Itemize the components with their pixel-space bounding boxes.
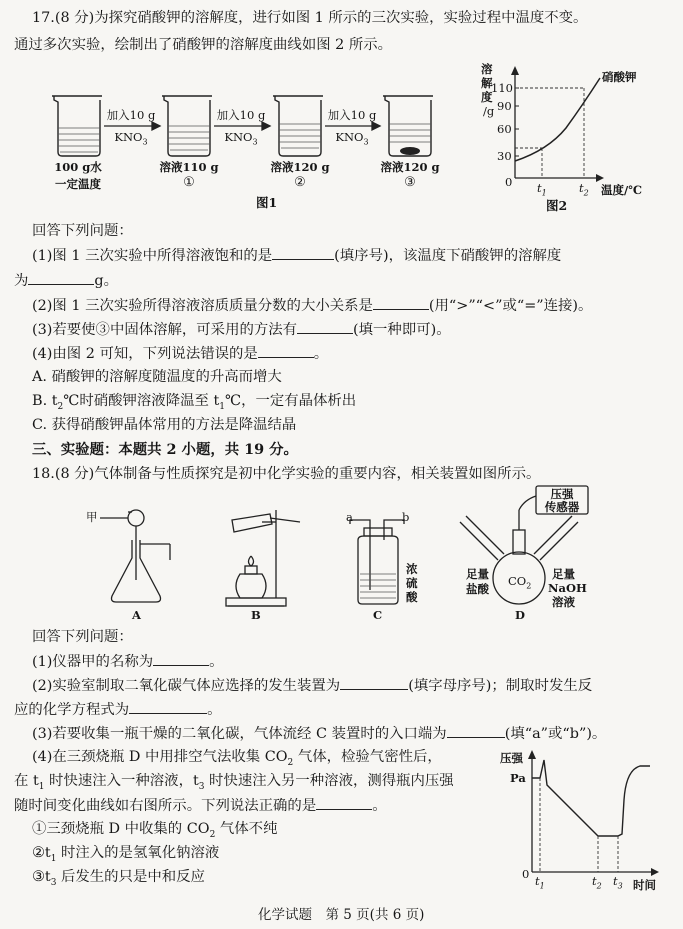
graph-pa: Pa [510, 771, 526, 785]
q18-line1: 18.(8 分)气体制备与性质探究是初中化学实验的重要内容，相关装置如图所示。 [32, 466, 541, 482]
beaker2-number: ② [294, 175, 306, 190]
q18-part2: (2)实验室制取二氧化碳气体应选择的发生装置为 (填字母序号)；制取时发生反 [32, 678, 593, 694]
q18-part3: (3)若要收集一瓶干燥的二氧化碳，气体流经 C 装置时的入口端为 (填“a”或“b”)。 [32, 726, 607, 742]
beaker3-number: ③ [404, 175, 416, 190]
q18-option-3: $③t_3$ 后发生的只是中和反应 [32, 869, 205, 888]
label-jia: 甲 [86, 510, 98, 524]
label-sensor-2: 传感器 [544, 500, 580, 514]
fig1-add-3: 加入10 g [327, 108, 377, 122]
label-naoh-3: 溶液 [552, 595, 575, 609]
label-B: B [251, 608, 261, 622]
fig1-kno3-1: $KNO_3$ [114, 130, 148, 147]
graph-origin: 0 [522, 867, 530, 881]
graph-t1: $t_1$ [535, 874, 545, 891]
label-hcl-1: 足量 [466, 567, 489, 581]
fig1-add-2: 加入10 g [216, 108, 266, 122]
q18-part4-line3: 随时间变化曲线如右图所示。下列说法正确的是 。 [14, 798, 387, 814]
beaker0-label: 100 g水 [54, 160, 102, 174]
label-acid-1: 浓 [406, 562, 418, 576]
q17-option-b: B. $t_2℃$时硝酸钾溶液降温至 $t_1℃$，一定有晶体析出 [32, 393, 357, 412]
q17-part4: (4)由图 2 可知，下列说法错误的是 。 [32, 346, 329, 362]
label-b-port: b [402, 510, 410, 524]
graph-ylabel: 压强 [500, 751, 523, 765]
fig2-tick-90: 90 [497, 99, 512, 113]
q18-prompt: 回答下列问题： [32, 629, 133, 645]
fig2-t1: $t_1$ [537, 181, 547, 198]
fig2-tick-30: 30 [497, 149, 512, 163]
beaker0-temp: 一定温度 [55, 177, 101, 191]
q17-part1: (1)图 1 三次实验中所得溶液饱和的是 (填序号)，该温度下硝酸钾的溶解度 [32, 248, 562, 264]
q18-part1: (1)仪器甲的名称为 。 [32, 654, 224, 670]
fig2-ylabel-2: 解 [481, 76, 493, 90]
q17-option-a: A. 硝酸钾的溶解度随温度的升高而增大 [32, 369, 282, 385]
fig2-tick-110: 110 [491, 81, 513, 95]
fig1-add-1: 加入10 g [106, 108, 156, 122]
q17-part1-cont: 为 g。 [14, 273, 119, 289]
q18-part4: (4)在三颈烧瓶 D 中用排空气法收集 $CO_2$ 气体，检验气密性后， [32, 749, 442, 768]
page-footer: 化学试题 第 5 页(共 6 页) [258, 907, 425, 923]
q17-part2: (2)图 1 三次实验所得溶液溶质质量分数的大小关系是 (用“>”“<”或“=”连接)。 [32, 298, 593, 314]
graph-t2: $t_2$ [592, 874, 602, 891]
beaker2-label: 溶液120 g [270, 160, 330, 174]
q17-part3: (3)若要使③中固体溶解，可采用的方法有 (填一种即可)。 [32, 322, 451, 338]
fig2-tick-60: 60 [497, 122, 512, 136]
label-acid-3: 酸 [406, 590, 418, 604]
fig1-kno3-2: $KNO_3$ [224, 130, 258, 147]
label-acid-2: 硫 [406, 576, 418, 590]
q18-part4-line2: 在 $t_1$ 时快速注入一种溶液，$t_3$ 时快速注入另一种溶液，测得瓶内压强 [14, 773, 454, 792]
fig2-t2: $t_2$ [579, 181, 589, 198]
graph-xlabel: 时间 [633, 878, 656, 892]
beaker1-number: ① [183, 175, 195, 190]
fig2-caption: 图2 [546, 198, 568, 213]
q17-prompt: 回答下列问题： [32, 223, 133, 239]
fig2-xlabel: 温度/℃ [601, 183, 642, 197]
fig2-ylabel-1: 溶 [481, 62, 493, 76]
fig2-curve-label: 硝酸钾 [602, 70, 637, 84]
label-hcl-2: 盐酸 [466, 582, 489, 596]
fig2-ylabel-4: /g [483, 104, 495, 118]
q18-part2-cont: 应的化学方程式为 。 [14, 702, 222, 718]
fig1-caption: 图1 [256, 195, 278, 210]
q17-option-c: C. 获得硝酸钾晶体常用的方法是降温结晶 [32, 417, 297, 433]
fig2-origin: 0 [505, 175, 513, 189]
beaker1-label: 溶液110 g [159, 160, 219, 174]
q17-line1: 17.(8 分)为探究硝酸钾的溶解度，进行如图 1 所示的三次实验，实验过程中温度不变。 [32, 10, 588, 26]
label-naoh-2: NaOH [548, 581, 587, 595]
label-sensor-1: 压强 [550, 487, 574, 501]
graph-t3: $t_3$ [613, 874, 623, 891]
fig1-kno3-3: $KNO_3$ [335, 130, 369, 147]
label-C: C [373, 608, 383, 622]
label-a-port: a [346, 510, 353, 524]
q18-option-2: $②t_1$ 时注入的是氢氧化钠溶液 [32, 845, 220, 864]
q17-line2: 通过多次实验，绘制出了硝酸钾的溶解度曲线如图 2 所示。 [14, 37, 393, 53]
beaker3-label: 溶液120 g [380, 160, 440, 174]
label-D: D [515, 608, 525, 622]
label-co2: $CO_2$ [508, 574, 532, 591]
label-naoh-1: 足量 [552, 567, 575, 581]
q18-option-1: ①三颈烧瓶 D 中收集的 $CO_2$ 气体不纯 [32, 821, 278, 840]
section-3-heading: 三、实验题：本题共 2 小题，共 19 分。 [32, 441, 298, 458]
label-A: A [132, 608, 141, 622]
fig2-ylabel-3: 度 [481, 90, 493, 104]
